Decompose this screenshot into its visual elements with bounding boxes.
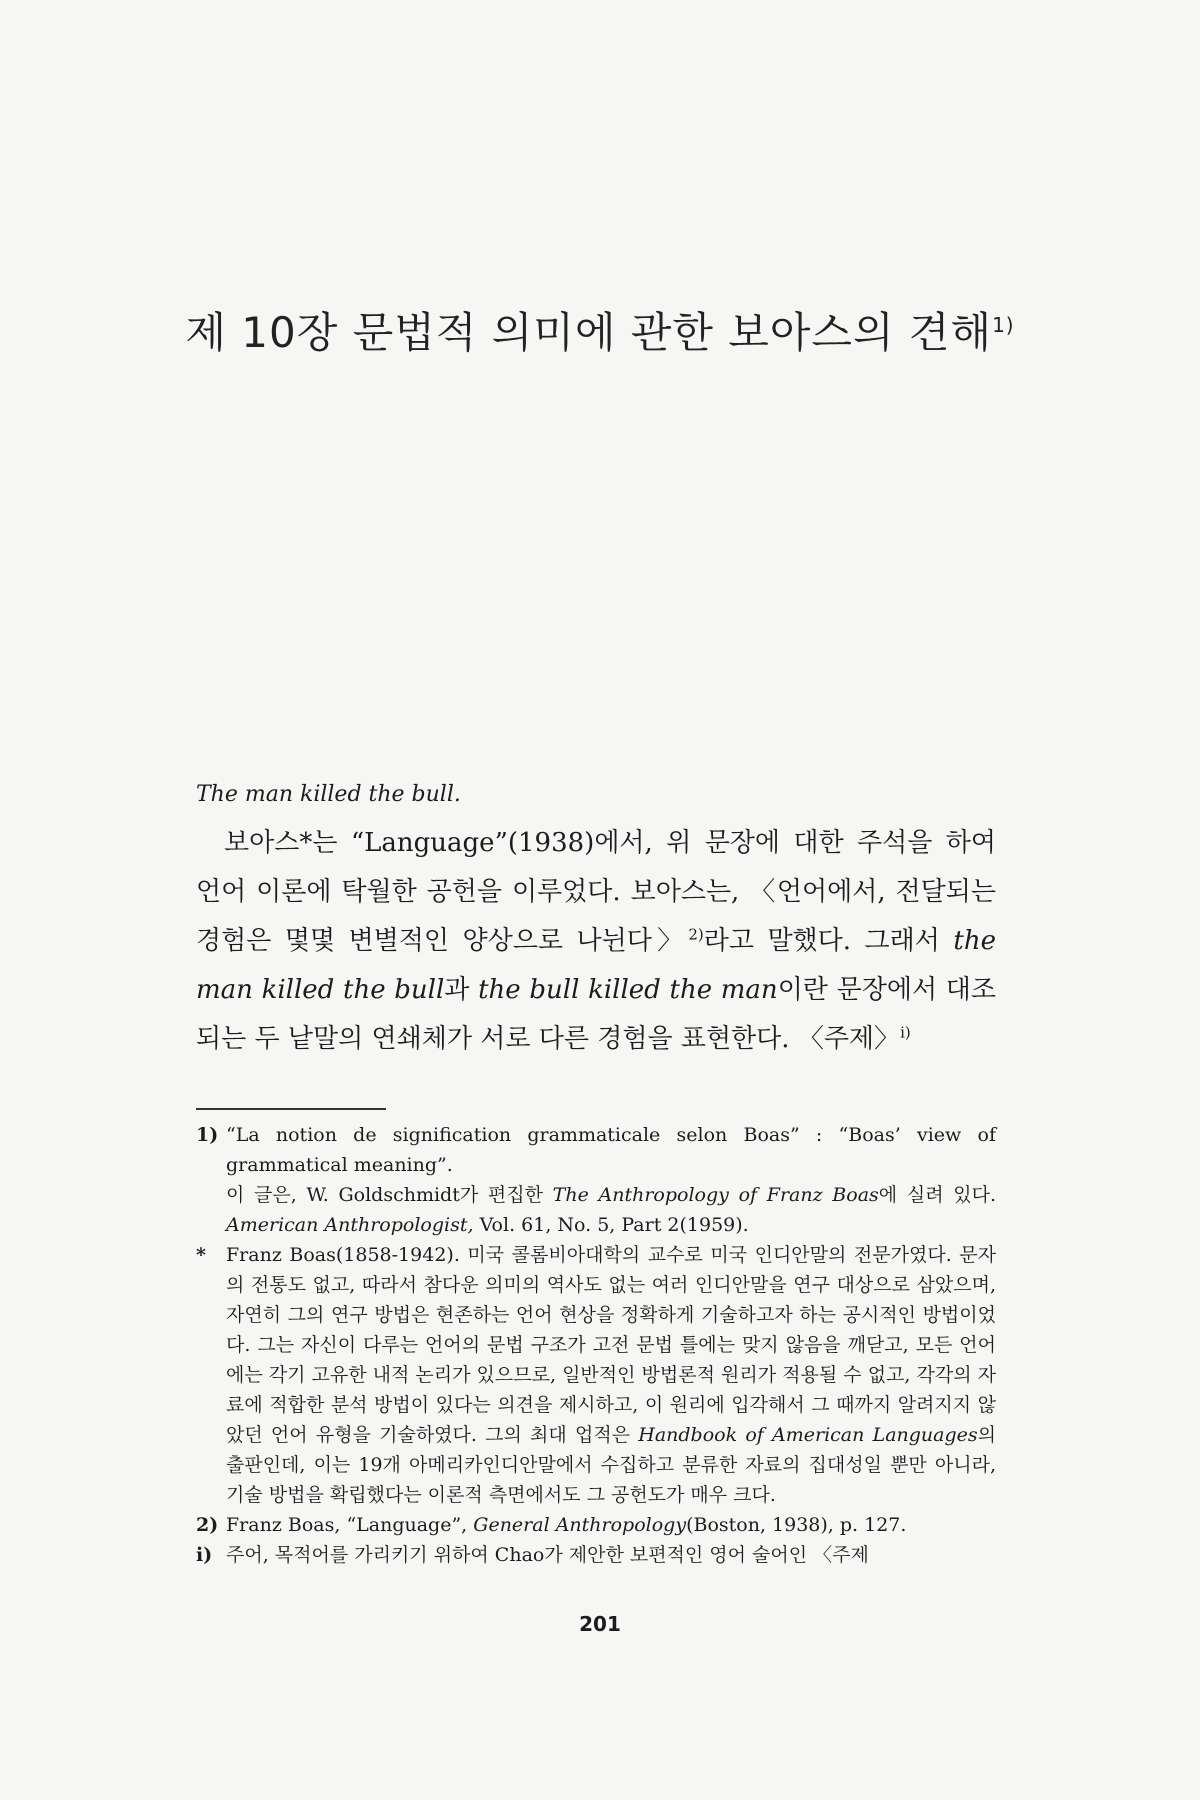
footnote-star-text bbox=[226, 1240, 996, 1510]
example-sentence: The man killed the bull. bbox=[196, 782, 461, 807]
footnote-1-text-a: 이 글은, W. Goldschmidt가 편집한 bbox=[226, 1184, 553, 1206]
footnote-star-mark: * bbox=[196, 1244, 206, 1266]
footnote-ref-2: 2) bbox=[688, 925, 704, 944]
footnote-star bbox=[196, 1240, 996, 1510]
paragraph-part-b: 라고 말했다. 그래서 bbox=[703, 926, 954, 956]
footnote-1-text-c: Vol. 61, No. 5, Part 2(1959). bbox=[473, 1214, 749, 1236]
paragraph-part-c: 과 bbox=[444, 975, 479, 1005]
footnote-i-mark: i) bbox=[196, 1544, 213, 1566]
main-body bbox=[196, 775, 996, 1570]
footnote-i-text: 주어, 목적어를 가리키기 위하여 Chao가 제안한 보편적인 영어 술어인 〈주제 bbox=[226, 1544, 869, 1566]
footnote-1 bbox=[196, 1120, 996, 1240]
paragraph-part-d: 이란 문장에서 대조되는 두 낱말의 연쇄체가 서로 다른 경험을 표현한다. 〈주제〉 bbox=[196, 975, 996, 1054]
footnote-i bbox=[196, 1540, 996, 1570]
footnote-star-text-b: 의 출판인데, 이는 19개 아메리카인디안말에서 수집하고 분류한 자료의 집대성일 뿐만 아니라, 기술 방법을 확립했다는 이론적 측면에서도 그 공헌도가 매우 크다. bbox=[226, 1424, 996, 1506]
paragraph-part-a: 보아스*는 “Language”(1938)에서, 위 문장에 대한 주석을 하여 언어 이론에 탁월한 공헌을 이루었다. 보아스는, 〈언어에서, 전달되는 경험은 몇몇 변별적인 양상으로 나뉜다〉 bbox=[196, 828, 996, 956]
paragraph-italic-1: the man killed the bull bbox=[196, 926, 996, 1005]
footnote-1-line1: “La notion de signification grammaticale selon Boas” : “Boas’ view of grammatical meaning”. bbox=[226, 1124, 996, 1176]
footnote-star-italic: Handbook of American Languages bbox=[638, 1424, 978, 1446]
paragraph-italic-2: the bull killed the man bbox=[478, 975, 778, 1005]
footnote-1-italic-a: The Anthropology of Franz Boas bbox=[552, 1184, 879, 1206]
chapter-title bbox=[0, 300, 1200, 360]
footnote-rule bbox=[196, 1108, 386, 1110]
footnote-ref-i: i) bbox=[900, 1023, 911, 1042]
footnote-1-text-b: 에 실려 있다. bbox=[878, 1184, 996, 1206]
footnote-star-text-a: Franz Boas(1858-1942). 미국 콜롬비아대학의 교수로 미국 인디안말의 전문가였다. 문자의 전통도 없고, 따라서 참다운 의미의 역사도 없는 여러 인디안말을 연구 대상으로 삼았으며, 자연히 그의 연구 방법은 현존하는 언어 현상을 정확하게 기술하고자 하는 공시적인 방법이었다. 그는 자신이 다루는 언어의 문법 구조가 고전 문법 틀에는 맞지 않음을 깨닫고, 모든 언어에는 각기 고유한 내적 논리가 있으므로, 일반적인 방법론적 원리가 적용될 수 없고, 각각의 자료에 적합한 분석 방법이 있다는 의견을 제시하고, 이 원리에 입각해서 그 때까지 알려지지 않았던 언어 유형을 기술하였다. 그의 최대 업적은 bbox=[226, 1244, 996, 1446]
chapter-title-text: 제 10장 문법적 의미에 관한 보아스의 견해 bbox=[185, 308, 993, 357]
footnote-2-text-b: (Boston, 1938), p. 127. bbox=[686, 1514, 907, 1536]
page-number: 201 bbox=[579, 1612, 621, 1636]
footnote-1-italic-b: American Anthropologist, bbox=[226, 1214, 474, 1236]
footnote-2-text bbox=[226, 1510, 996, 1540]
footnote-2-text-a: Franz Boas, “Language”, bbox=[226, 1514, 474, 1536]
title-footnote-ref: 1) bbox=[992, 313, 1015, 337]
footnote-2-mark: 2) bbox=[196, 1514, 219, 1536]
footnote-2-italic: General Anthropology bbox=[473, 1514, 687, 1536]
footnote-2 bbox=[196, 1510, 996, 1540]
footnote-1-line2 bbox=[226, 1180, 996, 1240]
body-paragraph bbox=[196, 819, 996, 1064]
footnote-1-mark: 1) bbox=[196, 1124, 219, 1146]
